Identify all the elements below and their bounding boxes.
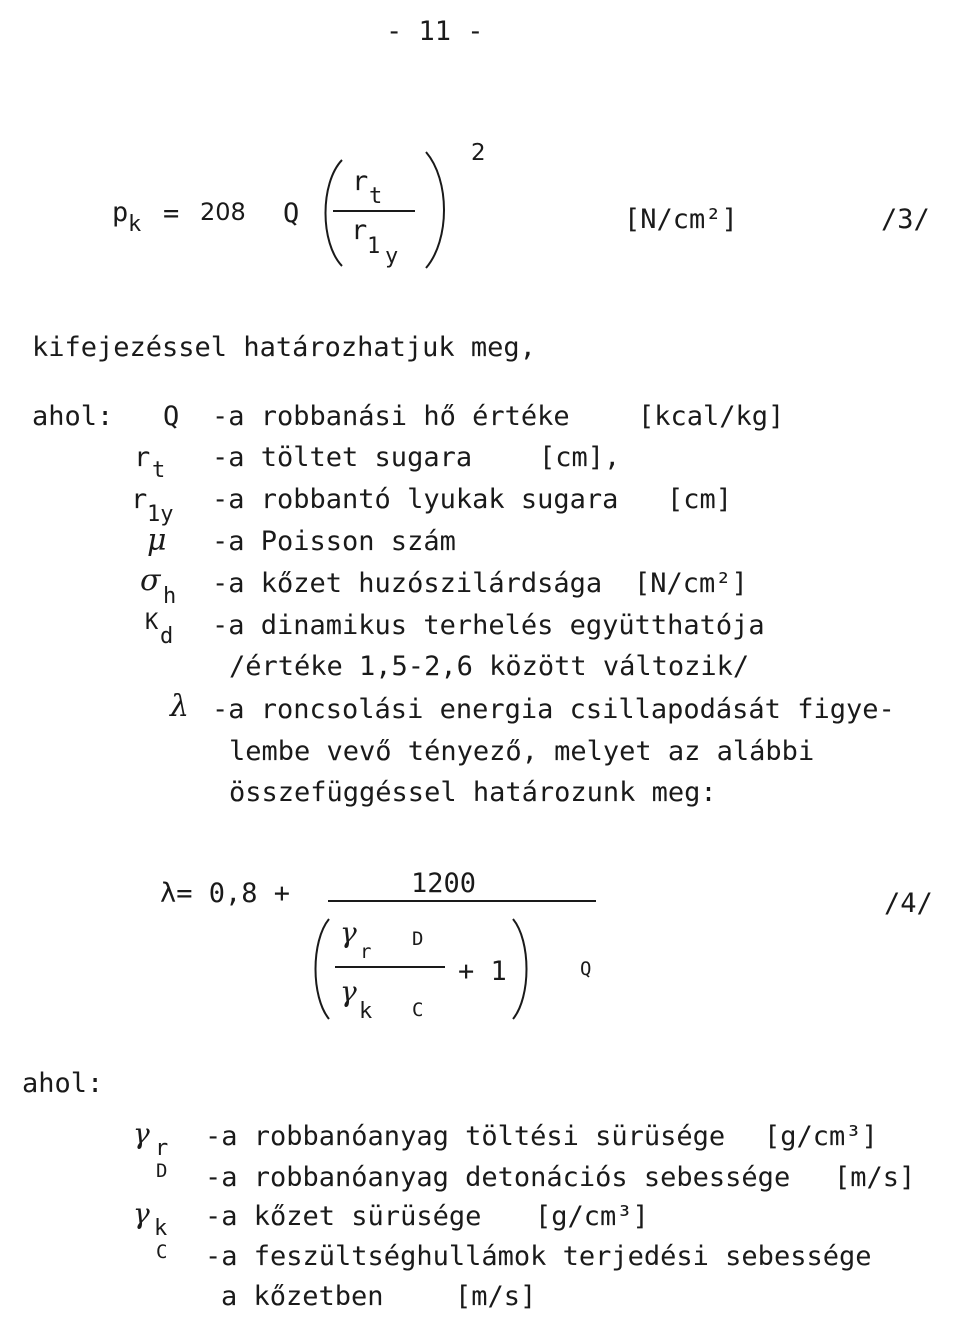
def-sigma-sub: h	[163, 584, 177, 609]
eq4-D: D	[412, 928, 424, 950]
def-kd-sub: d	[160, 624, 174, 649]
def-lambda-line1: -a roncsolási energia csillapodását figye-	[212, 694, 895, 725]
eq3-num-sub: t	[369, 184, 383, 209]
def-kd-symbol: K	[145, 610, 159, 635]
def-Q-unit: [kcal/kg]	[638, 401, 785, 432]
def-C-cont-text: a kőzetben	[221, 1281, 384, 1312]
def-gamma-r-symbol: γ	[133, 1117, 150, 1150]
ahol-label-1: ahol:	[32, 401, 114, 432]
eq3-lhs-sub: k	[128, 212, 142, 237]
page-number: - 11 -	[386, 16, 484, 47]
def-mu-symbol: μ	[147, 523, 167, 558]
def-gamma-r-unit: [g/cm³]	[764, 1121, 878, 1152]
eq4-C: C	[412, 999, 424, 1021]
def-rt-sub: t	[152, 458, 166, 483]
eq3-den-sub2: y	[385, 244, 399, 269]
def-C-text: -a feszültséghullámok terjedési sebessége	[205, 1241, 872, 1272]
eq3-label: /3/	[881, 204, 930, 235]
def-gamma-k-text: -a kőzet sürüsége	[205, 1201, 482, 1232]
def-sigma-text: -a kőzet huzószilárdsága	[212, 568, 603, 599]
eq3-exponent: 2	[471, 140, 486, 166]
eq4-inner-fraction-line	[335, 966, 445, 968]
eq4-gamma-r-sub: r	[360, 941, 372, 963]
eq4-lhs: λ= 0,8 +	[160, 878, 291, 909]
def-rt-symbol: r	[134, 442, 151, 473]
eq3-coef: 208	[200, 198, 246, 226]
def-rt-unit: [cm],	[539, 442, 621, 473]
def-D-unit: [m/s]	[834, 1162, 916, 1193]
def-mu-text: -a Poisson szám	[212, 526, 456, 557]
eq4-gamma-k: γ	[340, 975, 357, 1008]
def-Q-text: -a robbanási hő értéke	[212, 401, 570, 432]
eq4-gamma-k-sub: k	[359, 999, 373, 1024]
def-gamma-k-symbol: γ	[133, 1197, 150, 1230]
def-lambda-line3: összefüggéssel határozunk meg:	[229, 777, 717, 808]
eq4-Q: Q	[580, 958, 592, 980]
eq3-unit: [N/cm²]	[624, 204, 738, 235]
eq4-left-paren	[305, 917, 335, 1021]
ahol-label-2: ahol:	[22, 1068, 104, 1099]
def-r1y-text: -a robbantó lyukak sugara	[212, 484, 619, 515]
eq3-Q: Q	[283, 198, 300, 229]
def-r1y-symbol: r	[131, 484, 148, 515]
def-gamma-k-unit: [g/cm³]	[535, 1201, 649, 1232]
def-gamma-r-sub: r	[155, 1136, 169, 1161]
def-sigma-unit: [N/cm²]	[634, 568, 748, 599]
def-rt-text: -a töltet sugara	[212, 442, 473, 473]
eq3-right-paren	[418, 150, 458, 270]
eq4-plus-one: + 1	[458, 956, 507, 987]
def-lambda-line2: lembe vevő tényező, melyet az alábbi	[229, 736, 815, 767]
def-r1y-unit: [cm]	[667, 484, 733, 515]
def-C-cont-unit: [m/s]	[455, 1281, 537, 1312]
eq4-numerator: 1200	[411, 868, 477, 899]
eq3-den-sub1: 1	[367, 234, 381, 259]
eq4-gamma-r: γ	[340, 916, 357, 949]
def-Q-symbol: Q	[163, 401, 180, 432]
eq3-den-base: r	[351, 215, 368, 246]
def-D-symbol: D	[156, 1160, 168, 1182]
eq3-left-paren	[312, 158, 352, 268]
def-lambda-symbol: λ	[170, 689, 190, 724]
def-gamma-k-sub: k	[154, 1216, 168, 1241]
eq4-right-paren	[507, 917, 537, 1021]
eq4-label: /4/	[884, 888, 933, 919]
eq4-main-fraction-line	[328, 900, 596, 902]
intro-text: kifejezéssel határozhatjuk meg,	[32, 332, 536, 363]
def-r1y-sub: 1y	[147, 502, 174, 527]
def-C-symbol: C	[156, 1241, 168, 1263]
eq3-fraction-line	[333, 210, 415, 212]
eq3-num-base: r	[352, 166, 369, 197]
def-D-text: -a robbanóanyag detonációs sebessége	[205, 1162, 791, 1193]
def-kd-text: -a dinamikus terhelés együtthatója	[212, 610, 765, 641]
kd-note: /értéke 1,5-2,6 között változik/	[229, 651, 750, 682]
eq3-equals: =	[163, 198, 180, 229]
eq3-lhs-base: p	[112, 197, 129, 228]
def-sigma-symbol: σ	[140, 563, 161, 598]
def-gamma-r-text: -a robbanóanyag töltési sürüsége	[205, 1121, 726, 1152]
